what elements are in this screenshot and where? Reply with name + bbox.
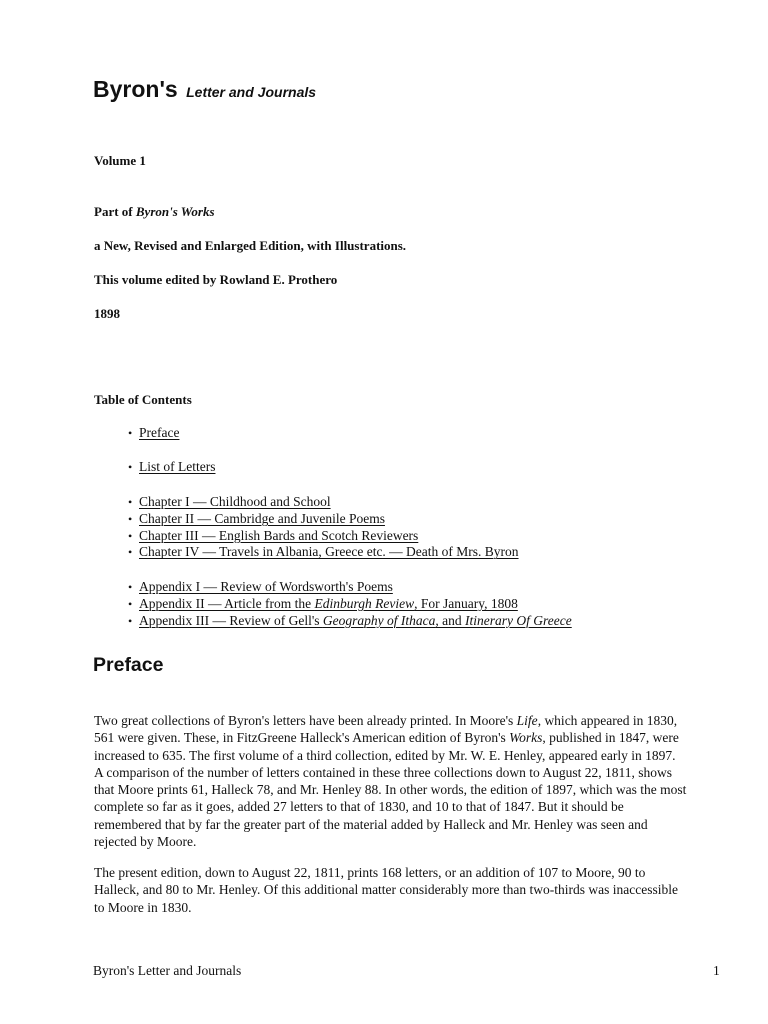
bullet-icon: • bbox=[128, 528, 133, 543]
toc-group-chapters bbox=[128, 494, 519, 561]
bullet-icon: • bbox=[128, 545, 133, 560]
part-work: Byron's Works bbox=[135, 204, 215, 219]
preface-paragraph-1 bbox=[94, 712, 724, 850]
text-line: that Moore prints 61, Halleck 78, and Mr. Henley 88. In other words, the edition of 1897, which was the most bbox=[94, 782, 687, 798]
toc-item bbox=[128, 579, 572, 596]
toc-heading: Table of Contents bbox=[94, 392, 192, 407]
bullet-icon: • bbox=[128, 596, 133, 611]
preface-paragraph-2 bbox=[94, 864, 724, 916]
toc-item bbox=[128, 511, 519, 528]
text-line: Halleck, and 80 to Mr. Henley. Of this additional matter considerably more than two-thirds was inaccessible bbox=[94, 882, 678, 898]
editor-line: This volume edited by Rowland E. Prothero bbox=[94, 272, 338, 287]
bullet-icon: • bbox=[128, 580, 133, 594]
link-italic-text: Geography of Ithaca bbox=[322, 612, 436, 628]
edition-line: a New, Revised and Enlarged Edition, with Illustrations. bbox=[94, 238, 407, 253]
toc-group-preface bbox=[128, 425, 179, 442]
text-line: increased to 635. The first volume of a third collection, edited by Mr. W. E. Henley, appeared early in 1897. bbox=[94, 747, 676, 763]
title-main: Byron's bbox=[93, 76, 178, 102]
toc-item bbox=[128, 494, 519, 511]
toc-link-chapter-1[interactable]: Chapter I — Childhood and School bbox=[139, 494, 331, 509]
link-italic-text: Edinburgh Review bbox=[314, 595, 415, 611]
text-line: The present edition, down to August 22, 1811, prints 168 letters, or an addition of 107 to Moore, 90 to bbox=[94, 865, 646, 880]
toc-item bbox=[128, 425, 179, 442]
toc-link-appendix-2[interactable] bbox=[139, 596, 518, 611]
link-italic-text: Itinerary Of Greece bbox=[465, 612, 572, 628]
part-of-line bbox=[94, 204, 215, 220]
bullet-icon: • bbox=[128, 613, 133, 628]
title-subtitle: Letter and Journals bbox=[186, 84, 317, 100]
footer-page-number: 1 bbox=[713, 963, 720, 978]
text-line: 561 were given. These, in FitzGreene Halleck's American edition of Byron's Works, published in 1847, were bbox=[94, 730, 679, 746]
toc-item bbox=[128, 596, 572, 613]
toc-link-appendix-3[interactable] bbox=[139, 613, 572, 628]
footer-running-title: Byron's Letter and Journals bbox=[93, 963, 242, 978]
text-line: A comparison of the number of letters contained in these three collections down to August 22, 1811, shows bbox=[94, 764, 673, 780]
part-prefix: Part of bbox=[94, 204, 136, 219]
toc-item bbox=[128, 613, 572, 630]
bullet-icon: • bbox=[128, 426, 133, 440]
volume-label: Volume 1 bbox=[94, 153, 146, 168]
text-line: Two great collections of Byron's letters have been already printed. In Moore's Life, which appeared in 1830, bbox=[94, 713, 678, 728]
bullet-icon: • bbox=[128, 511, 133, 526]
bullet-icon: • bbox=[128, 495, 133, 509]
toc-item bbox=[128, 528, 519, 545]
bullet-icon: • bbox=[128, 460, 133, 474]
toc-link-preface[interactable]: Preface bbox=[139, 425, 180, 440]
preface-heading: Preface bbox=[93, 654, 164, 676]
link-text: , and bbox=[435, 612, 466, 628]
text-line: to Moore in 1830. bbox=[94, 899, 192, 915]
link-text: , For January, 1808 bbox=[414, 595, 518, 611]
toc-link-chapter-4[interactable]: Chapter IV — Travels in Albania, Greece etc. — Death of Mrs. Byron bbox=[139, 544, 519, 560]
year-line: 1898 bbox=[94, 306, 120, 321]
text-line: complete so far as it goes, added 27 letters to that of 1830, and 10 to that of 1847. But it should be bbox=[94, 799, 624, 815]
toc-group-letters bbox=[128, 459, 215, 476]
text-line: rejected by Moore. bbox=[94, 834, 197, 850]
toc-item bbox=[128, 544, 519, 561]
toc-link-chapter-3[interactable]: Chapter III — English Bards and Scotch Reviewers bbox=[139, 527, 419, 543]
text-line: remembered that by far the greater part of the material added by Halleck and Mr. Henley was seen and bbox=[94, 816, 648, 832]
link-text: Appendix III — Review of Gell's bbox=[139, 612, 323, 628]
toc-link-chapter-2[interactable]: Chapter II — Cambridge and Juvenile Poems bbox=[139, 510, 385, 526]
link-text: Appendix II — Article from the bbox=[139, 595, 315, 611]
toc-item bbox=[128, 459, 215, 476]
document-title bbox=[93, 74, 316, 107]
toc-group-appendices bbox=[128, 579, 572, 629]
toc-link-appendix-1[interactable]: Appendix I — Review of Wordsworth's Poems bbox=[139, 579, 393, 594]
toc-link-list-of-letters[interactable]: List of Letters bbox=[139, 459, 216, 474]
